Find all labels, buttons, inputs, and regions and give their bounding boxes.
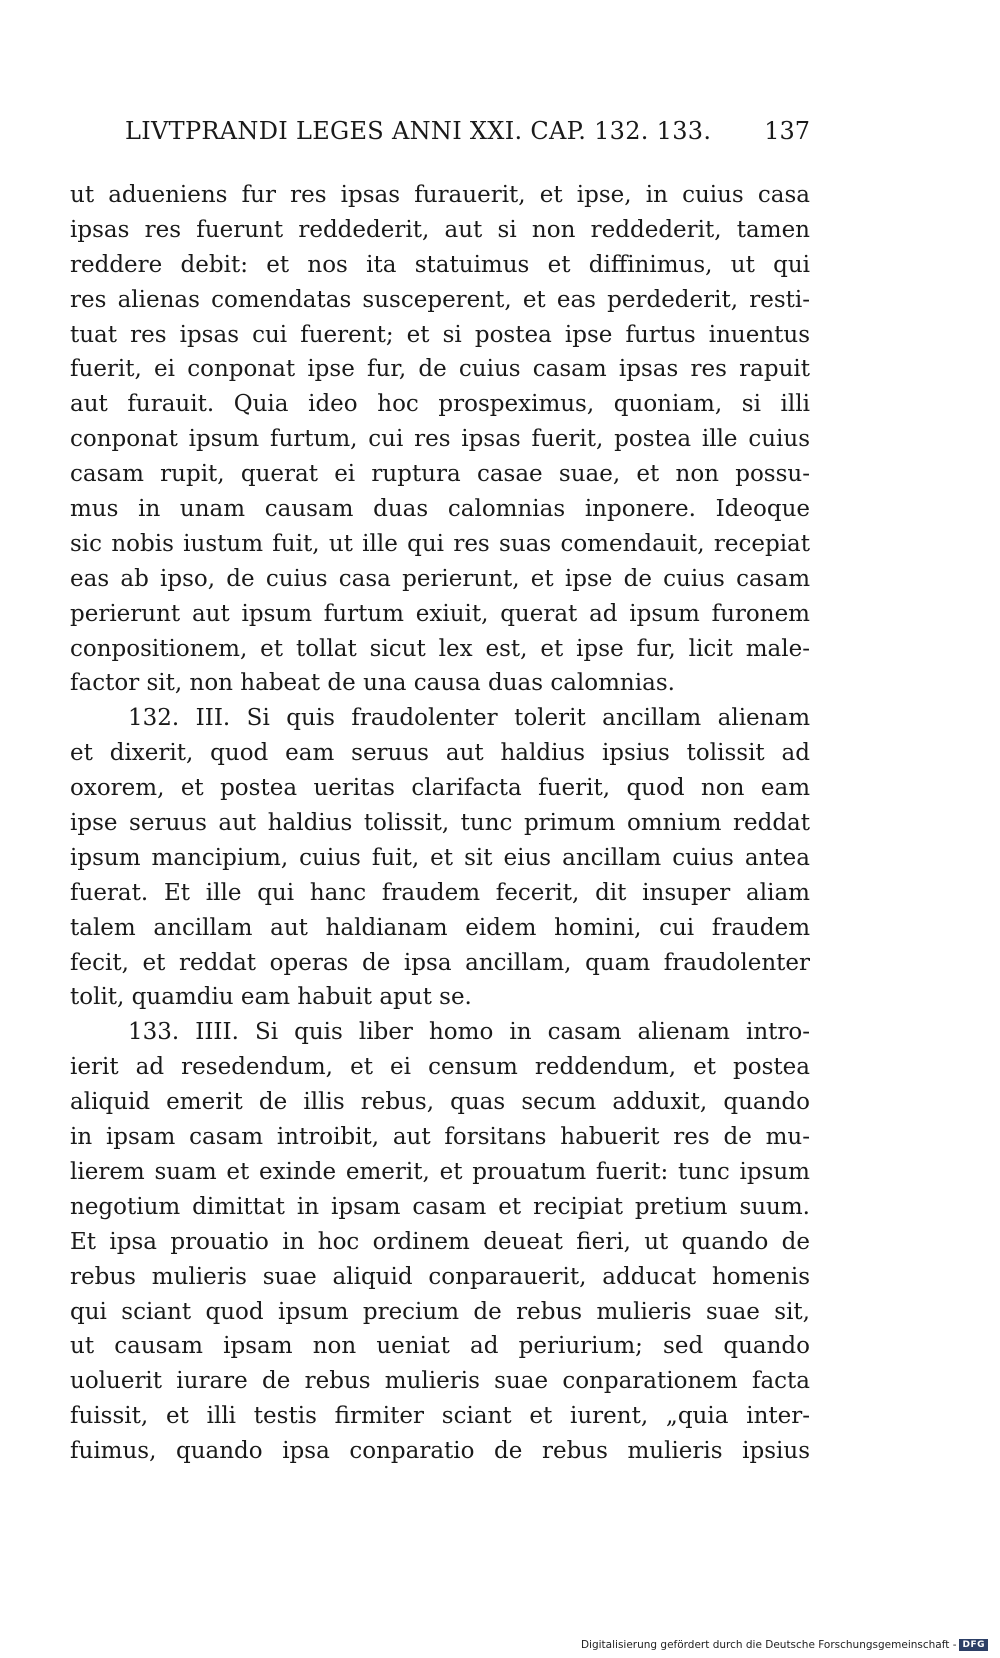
- text-line: tolit, quamdiu eam habuit aput se.: [70, 984, 472, 1011]
- text-line: perierunt aut ipsum furtum exiuit, querat ad ipsum furonem: [70, 600, 810, 627]
- digitization-credit: [581, 1636, 988, 1654]
- text-line: fuissit, et illi testis firmiter sciant et iurent, „quia inter-: [70, 1403, 810, 1430]
- body-text: [70, 178, 810, 1469]
- text-line: mus in unam causam duas calomnias inponere. Ideoque: [70, 496, 810, 523]
- running-head: [125, 117, 810, 153]
- text-line: lierem suam et exinde emerit, et prouatum fuerit: tunc ipsum: [70, 1158, 810, 1185]
- text-line: in ipsam casam introibit, aut forsitans habuerit res de mu-: [70, 1124, 810, 1151]
- running-title: LIVTPRANDI LEGES ANNI XXI. CAP. 132. 133.: [125, 117, 712, 145]
- text-line: fuerit, ei conponat ipse fur, de cuius casam ipsas res rapuit: [70, 356, 810, 383]
- text-line: ierit ad resedendum, et ei censum reddendum, et postea: [70, 1054, 810, 1081]
- text-line: ipse seruus aut haldius tolissit, tunc primum omnium reddat: [70, 810, 810, 837]
- text-line: tuat res ipsas cui fuerent; et si postea ipse furtus inuentus: [70, 321, 810, 348]
- text-line: ut causam ipsam non ueniat ad periurium; sed quando: [70, 1333, 810, 1360]
- chapter-132-first-line: 132. III. Si quis fraudolenter tolerit ancillam alienam: [128, 705, 810, 732]
- text-line: fecit, et reddat operas de ipsa ancillam, quam fraudolenter: [70, 949, 810, 976]
- text-line: qui sciant quod ipsum precium de rebus mulieris suae sit,: [70, 1298, 810, 1325]
- chapter-133-first-line: 133. IIII. Si quis liber homo in casam alienam intro-: [128, 1019, 810, 1046]
- page-number: 137: [764, 117, 810, 145]
- text-line: uoluerit iurare de rebus mulieris suae conparationem facta: [70, 1368, 810, 1395]
- text-line: fuerat. Et ille qui hanc fraudem fecerit, dit insuper aliam: [70, 879, 810, 906]
- text-line: talem ancillam aut haldianam eidem homini, cui fraudem: [70, 914, 810, 941]
- text-line: aliquid emerit de illis rebus, quas secum adduxit, quando: [70, 1089, 810, 1116]
- dfg-logo: DFG: [959, 1639, 988, 1651]
- credit-text: Digitalisierung gefördert durch die Deutsche Forschungsgemeinschaft -: [580, 1639, 957, 1651]
- text-line: casam rupit, querat ei ruptura casae suae, et non possu-: [70, 461, 810, 488]
- text-line: oxorem, et postea ueritas clarifacta fuerit, quod non eam: [70, 775, 810, 802]
- text-line: factor sit, non habeat de una causa duas calomnias.: [70, 670, 675, 697]
- text-line: et dixerit, quod eam seruus aut haldius ipsius tolissit ad: [70, 740, 810, 767]
- text-line: aut furauit. Quia ideo hoc prospeximus, quoniam, si illi: [70, 391, 810, 418]
- text-line: negotium dimittat in ipsam casam et recipiat pretium suum.: [70, 1193, 810, 1220]
- text-line: reddere debit: et nos ita statuimus et diffinimus, ut qui: [70, 251, 810, 278]
- text-line: conpositionem, et tollat sicut lex est, et ipse fur, licit male-: [70, 635, 810, 662]
- text-line: Et ipsa prouatio in hoc ordinem deueat fieri, ut quando de: [70, 1228, 810, 1255]
- text-line: conponat ipsum furtum, cui res ipsas fuerit, postea ille cuius: [70, 426, 810, 453]
- text-line: ipsas res fuerunt reddederit, aut si non reddederit, tamen: [70, 216, 810, 243]
- text-line: ipsum mancipium, cuius fuit, et sit eius ancillam cuius antea: [70, 844, 810, 871]
- text-line: res alienas comendatas susceperent, et eas perdederit, resti-: [70, 286, 810, 313]
- text-line: eas ab ipso, de cuius casa perierunt, et ipse de cuius casam: [70, 565, 810, 592]
- text-line: rebus mulieris suae aliquid conparauerit, adducat homenis: [70, 1263, 810, 1290]
- text-line: ut adueniens fur res ipsas furauerit, et ipse, in cuius casa: [70, 182, 810, 208]
- text-line: fuimus, quando ipsa conparatio de rebus mulieris ipsius: [70, 1438, 810, 1465]
- text-line: sic nobis iustum fuit, ut ille qui res suas comendauit, recepiat: [70, 530, 810, 557]
